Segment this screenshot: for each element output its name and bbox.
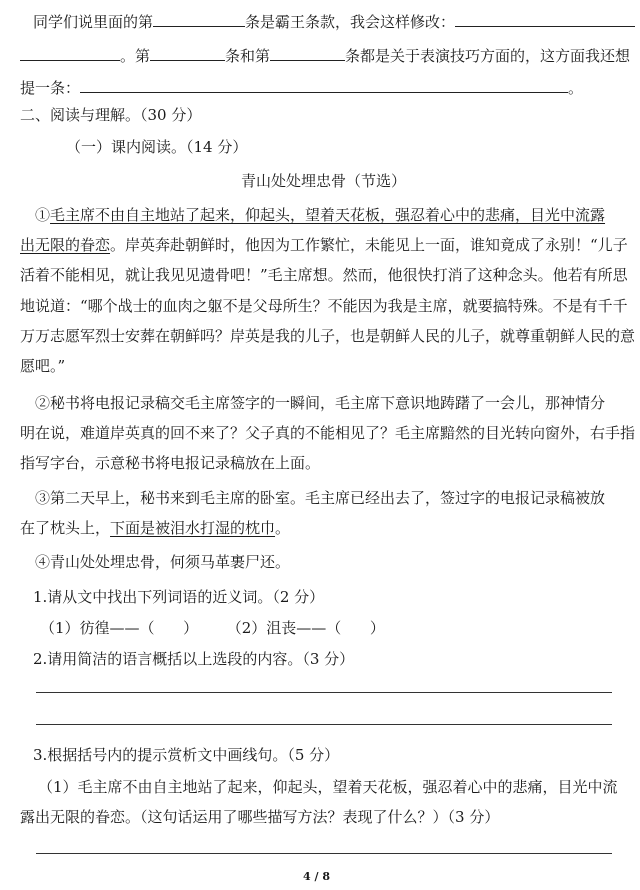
underlined-sentence: 下面是被泪水打湿的枕巾 — [110, 519, 276, 537]
answer-blank[interactable] — [455, 10, 635, 27]
fill-text: 。 — [568, 79, 584, 97]
answer-blank[interactable] — [153, 10, 245, 27]
passage-line: 地说道：“哪个战士的血肉之躯不是父母所生？不能因为我是主席，就要搞特殊。不是有千千 — [20, 297, 628, 315]
passage-title: 青山处处埋忠骨（节选） — [241, 172, 407, 190]
passage-line: ②秘书将电报记录稿交毛主席签字的一瞬间，毛主席下意识地踌躇了一会儿，那神情分 — [35, 394, 606, 412]
question-3-1: 露出无限的眷恋。（这句话运用了哪些描写方法？表现了什么？）（3 分） — [20, 808, 500, 826]
passage-line — [20, 517, 290, 539]
answer-blank[interactable] — [80, 76, 568, 93]
fill-line-2 — [20, 44, 630, 67]
passage-line — [35, 204, 605, 226]
fill-text: 。第 — [120, 47, 151, 65]
answer-blank[interactable] — [20, 44, 120, 61]
passage-line: 愿吧。” — [20, 357, 66, 375]
answer-line[interactable] — [36, 853, 612, 854]
fill-text: 条是霸王条款，我会这样修改： — [245, 13, 456, 31]
passage-text: 在了枕头上， — [20, 519, 111, 537]
fill-line-3 — [20, 76, 583, 99]
page-number: 4 / 8 — [303, 870, 330, 883]
question-2: 2.请用简洁的语言概括以上选段的内容。（3 分） — [33, 650, 355, 668]
underlined-sentence: 毛主席不由自主地站了起来，仰起头，望着天花板，强忍着心中的悲痛，目光中流露 — [50, 206, 606, 224]
fill-text: 同学们说里面的第 — [33, 13, 154, 31]
paragraph-number: ① — [35, 206, 51, 224]
passage-line: 明在说，难道岸英真的回不来了？父子真的不能相见了？毛主席黯然的目光转向窗外，右手指 — [20, 424, 636, 442]
passage-line: ④青山处处埋忠骨，何须马革裹尸还。 — [35, 553, 291, 571]
question-1-items: （1）彷徨——（ ） （2）沮丧——（ ） — [40, 619, 385, 637]
fill-text: 提一条： — [20, 79, 81, 97]
answer-line[interactable] — [36, 692, 612, 693]
sub-heading: （一）课内阅读。（14 分） — [66, 138, 248, 156]
answer-blank[interactable] — [270, 44, 345, 61]
answer-blank[interactable] — [150, 44, 225, 61]
underlined-sentence: 出无限的眷恋 — [20, 236, 111, 254]
fill-line-1 — [33, 10, 635, 33]
question-3-1: （1）毛主席不由自主地站了起来，仰起头，望着天花板，强忍着心中的悲痛，目光中流 — [38, 778, 618, 796]
section-heading: 二、阅读与理解。（30 分） — [20, 106, 202, 124]
question-1: 1.请从文中找出下列词语的近义词。（2 分） — [33, 588, 325, 606]
passage-line: 指写字台，示意秘书将电报记录稿放在上面。 — [20, 454, 321, 472]
passage-line: ③第二天早上，秘书来到毛主席的卧室。毛主席已经出去了，签过字的电报记录稿被放 — [35, 489, 606, 507]
fill-text: 条和第 — [225, 47, 271, 65]
passage-line: 活着不能相见，就让我见见遗骨吧！”毛主席想。然而，他很快打消了这种念头。他若有所思 — [20, 266, 628, 284]
question-3: 3.根据括号内的提示赏析文中画线句。（5 分） — [33, 746, 340, 764]
passage-line — [20, 234, 628, 256]
fill-text: 条都是关于表演技巧方面的，这方面我还想 — [345, 47, 631, 65]
passage-text: 。岸英奔赴朝鲜时，他因为工作繁忙，未能见上一面，谁知竟成了永别！“儿子 — [110, 236, 628, 254]
answer-line[interactable] — [36, 724, 612, 725]
passage-line: 万万志愿军烈士安葬在朝鲜吗？岸英是我的儿子，也是朝鲜人民的儿子，就尊重朝鲜人民的意 — [20, 327, 636, 345]
passage-text: 。 — [275, 519, 291, 537]
